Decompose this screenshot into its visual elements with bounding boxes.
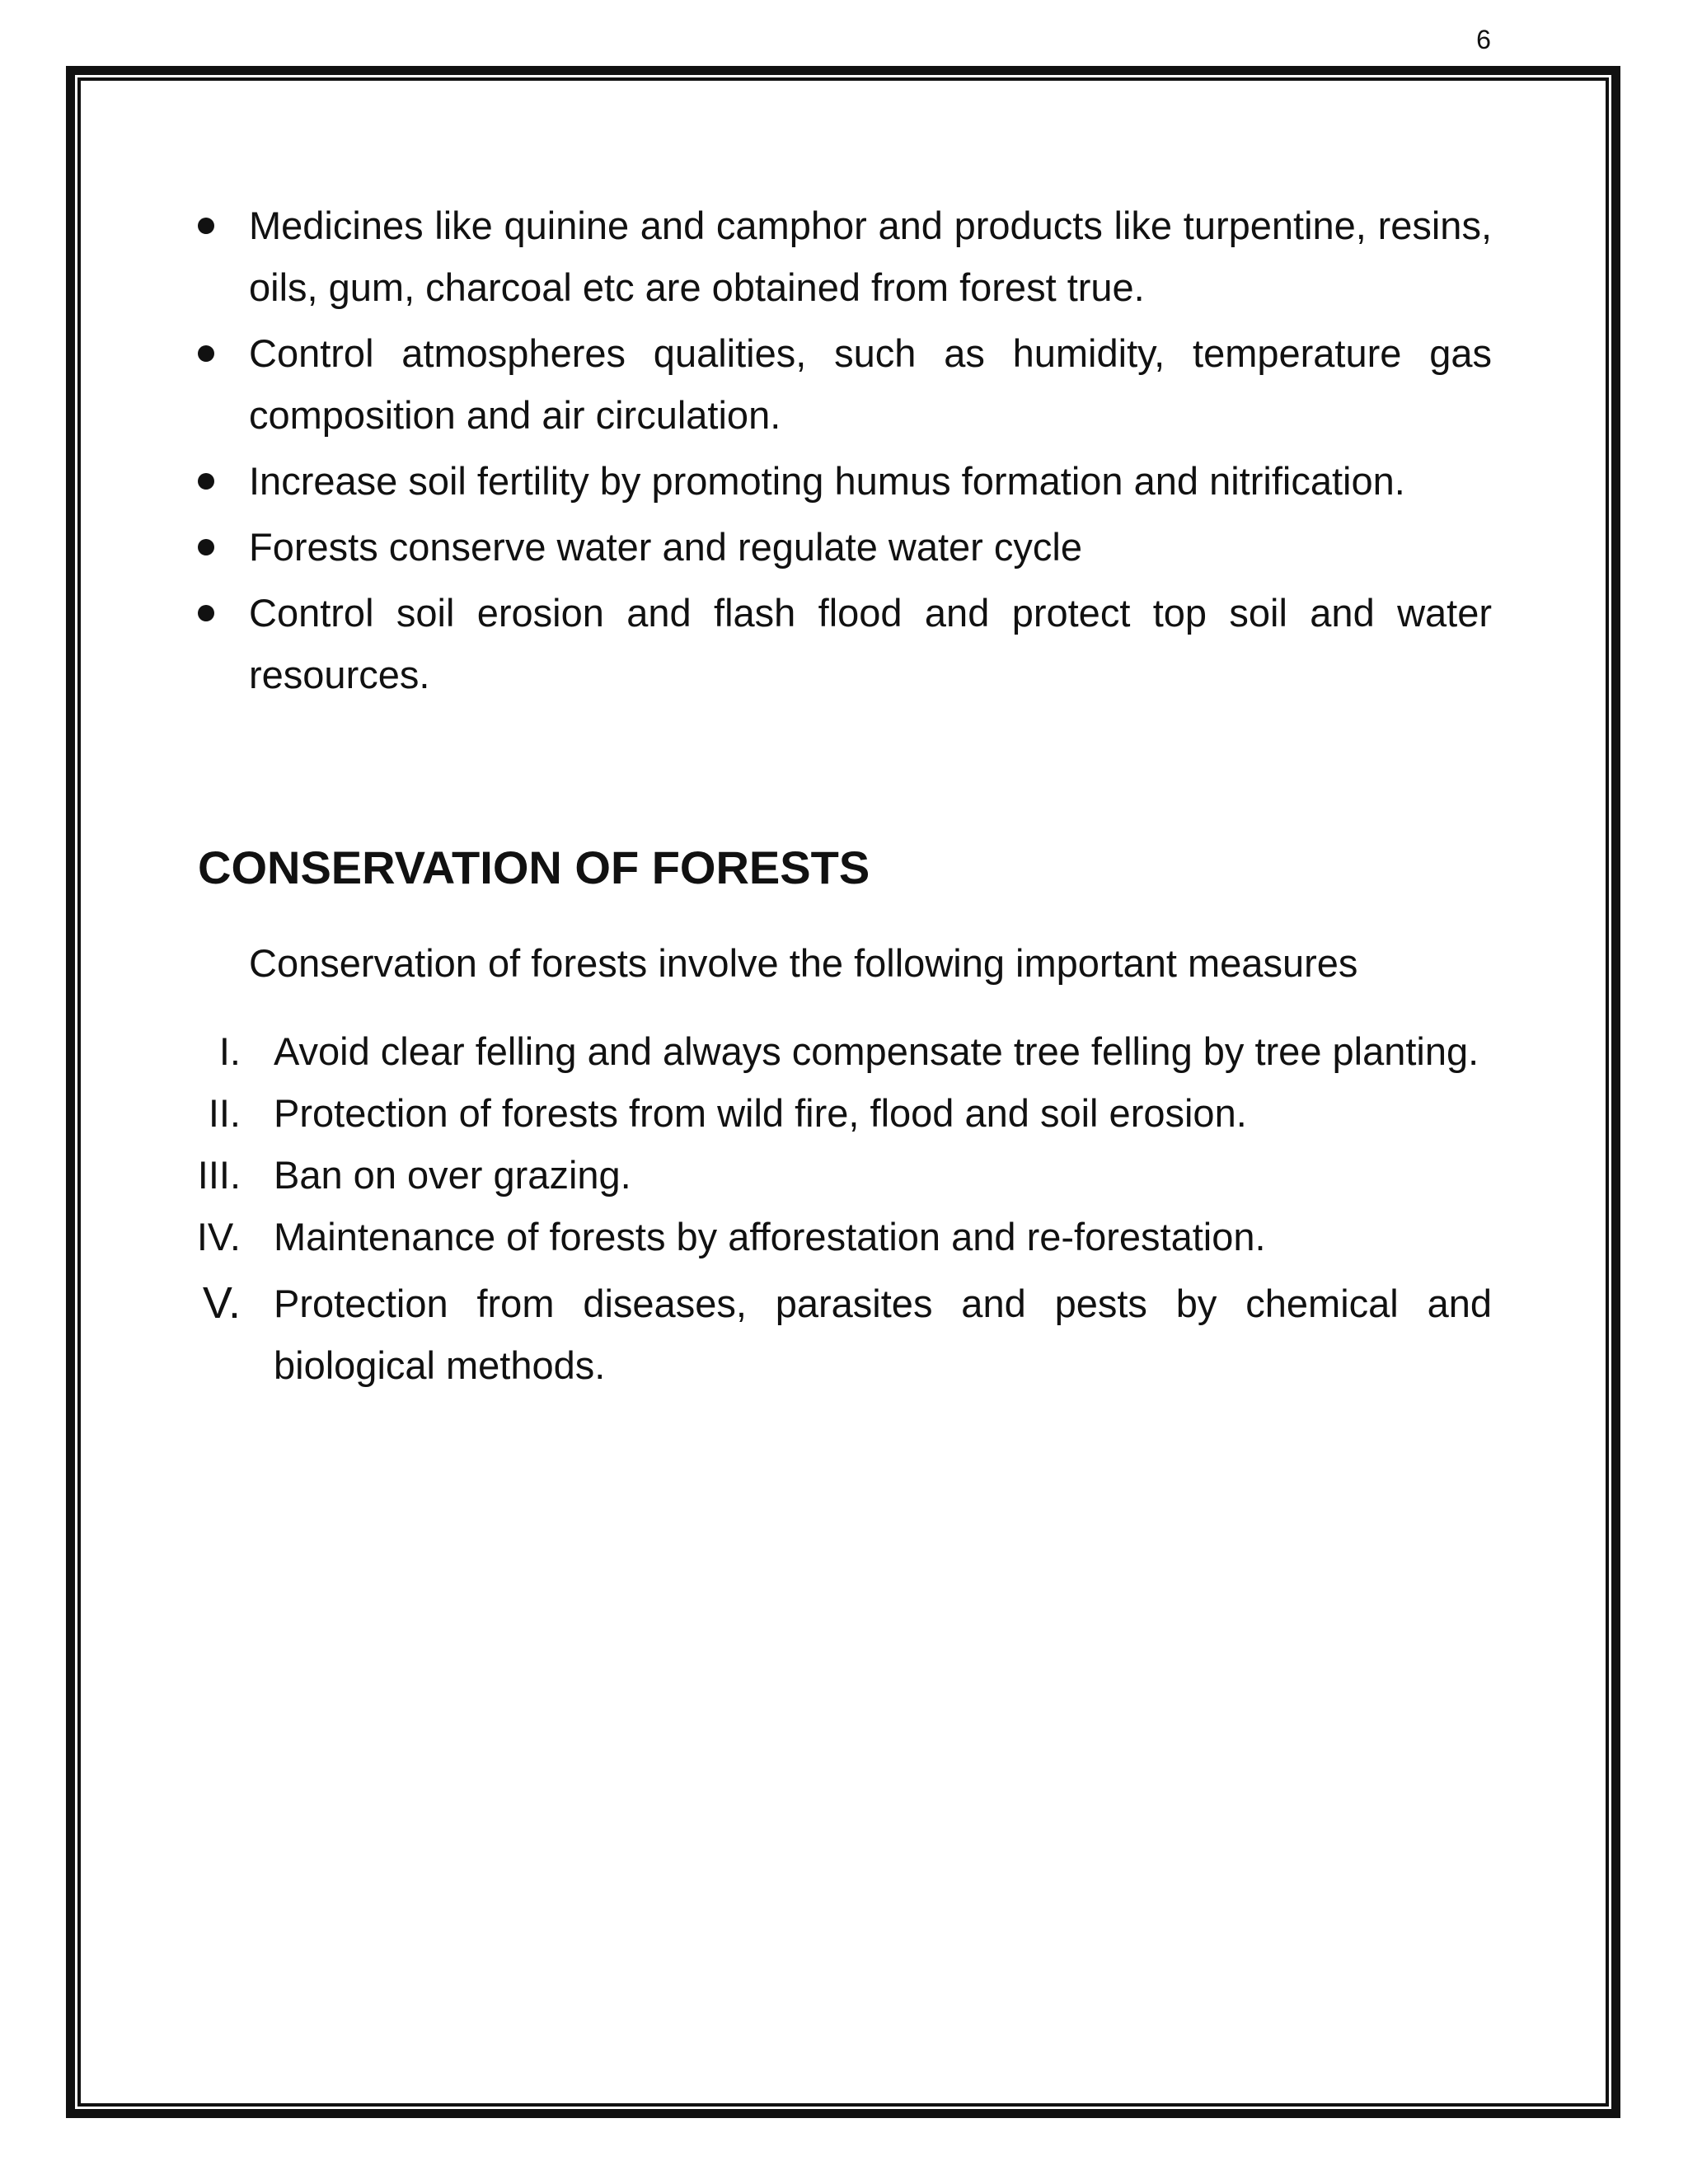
list-numeral: IV. [196,1215,241,1258]
list-item-text: Protection of forests from wild fire, flood and soil erosion. [274,1091,1247,1135]
list-numeral: II. [208,1091,241,1135]
bullet-icon [198,218,214,234]
list-item [198,1206,1492,1268]
list-item-text: Control soil erosion and flash flood and protect top soil and water resources. [249,591,1492,696]
list-item [198,516,1492,578]
list-item [198,1272,1492,1396]
list-item [198,450,1492,512]
list-item-text: Avoid clear felling and always compensate tree felling by tree planting. [274,1029,1479,1073]
list-numeral: I. [218,1029,241,1073]
page-content [198,194,1492,1396]
bullet-icon [198,605,214,621]
list-item [198,322,1492,446]
benefits-list [198,194,1492,705]
list-item-text: Forests conserve water and regulate water cycle [249,525,1082,569]
list-item [198,1020,1492,1082]
list-item [198,1144,1492,1206]
list-item [198,582,1492,705]
section-intro: Conservation of forests involve the following important measures [249,941,1358,985]
bullet-icon [198,539,214,555]
list-numeral: V. [202,1278,241,1328]
list-item-text: Control atmospheres qualities, such as humidity, temperature gas composition and air circulation. [249,331,1492,437]
list-item [198,1082,1492,1144]
measures-list [198,1020,1492,1396]
list-item-text: Maintenance of forests by afforestation and re-forestation. [274,1215,1266,1258]
bullet-icon [198,345,214,362]
list-numeral: III. [197,1153,241,1197]
list-item-text: Ban on over grazing. [274,1153,631,1197]
list-item-text: Protection from diseases, parasites and pests by chemical and biological methods. [274,1282,1492,1387]
list-item-text: Medicines like quinine and camphor and products like turpentine, resins, oils, gum, charcoal etc are obtained from forest true. [249,204,1492,309]
list-item-text: Increase soil fertility by promoting humus formation and nitrification. [249,459,1405,503]
list-item [198,194,1492,318]
section-heading: CONSERVATION OF FORESTS [198,841,870,893]
bullet-icon [198,473,214,490]
page-number: 6 [1476,25,1491,54]
